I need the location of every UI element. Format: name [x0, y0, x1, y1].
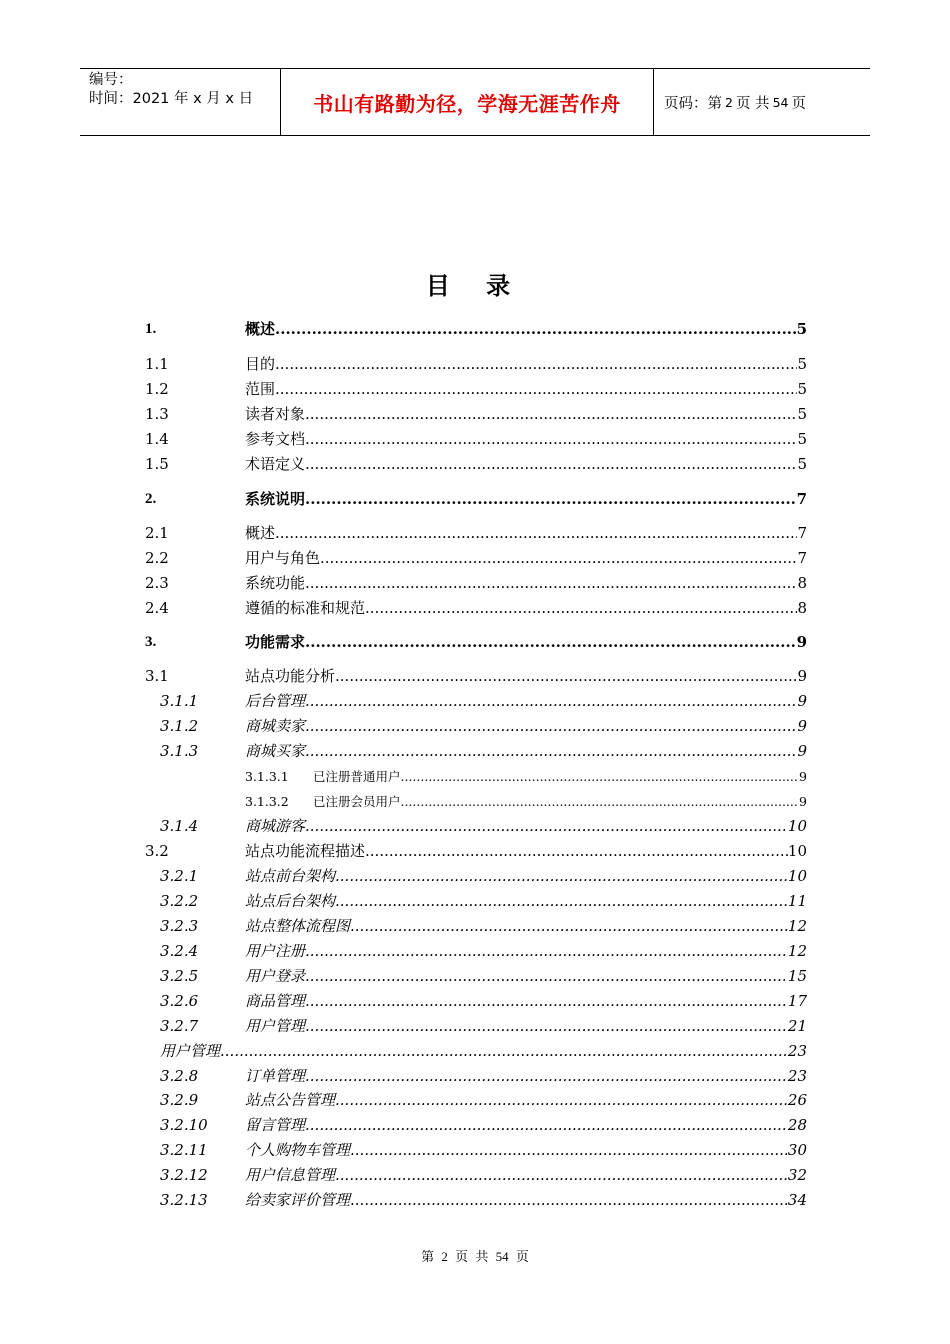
- toc-entry-line: [245, 547, 807, 569]
- header-page-info: [654, 69, 870, 135]
- toc-entry-number: 3.1.3.1: [245, 769, 289, 784]
- toc-entry[interactable]: [145, 547, 807, 569]
- toc-entry-title: 用户与角色: [245, 549, 321, 567]
- page-prefix: 页码：第: [664, 95, 722, 112]
- toc-entry-page: 23: [787, 1067, 807, 1085]
- toc-leader-dots: [350, 915, 788, 937]
- toc-entry-line: [245, 715, 807, 737]
- toc-leader-dots: [335, 890, 788, 912]
- toc-entry-page: 12: [787, 917, 807, 935]
- toc-entry-number: 3.2.8: [160, 1067, 199, 1085]
- toc-entry-number: 2.4: [145, 599, 169, 617]
- toc-entry-line: [245, 428, 807, 450]
- toc-entry-line: [245, 453, 807, 475]
- code-label: 编号：: [89, 72, 133, 88]
- toc-entry-number: 3.2.1: [160, 867, 199, 885]
- toc-entry-title: 订单管理: [245, 1067, 306, 1085]
- toc-entry-title: 读者对象: [245, 405, 306, 423]
- toc-entry-number: 3.2.7: [160, 1017, 199, 1035]
- toc-entry-title: 目的: [245, 355, 276, 373]
- toc-entry-line: [245, 1015, 807, 1037]
- toc-entry[interactable]: [145, 1015, 807, 1037]
- toc-entry-page: 9: [799, 794, 807, 809]
- toc-entry[interactable]: [145, 791, 807, 813]
- toc-entry-title: 遵循的标准和规范: [245, 599, 366, 617]
- toc-entry-title: 已注册普通用户: [313, 769, 401, 784]
- toc-entry-number: 1.: [145, 321, 157, 337]
- toc-leader-dots: [305, 965, 788, 987]
- toc-entry-number: 3.2.4: [160, 942, 199, 960]
- toc-entry-page: 10: [787, 842, 807, 860]
- toc-entry-title: 个人购物车管理: [245, 1141, 351, 1159]
- toc-entry-line: [245, 965, 807, 987]
- toc-entry-title: 站点整体流程图: [245, 917, 351, 935]
- toc-entry-line: [160, 1040, 807, 1062]
- toc-entry-line: [245, 1065, 807, 1087]
- toc-entry-number: 3.1.1: [160, 692, 199, 710]
- toc-entry[interactable]: [145, 740, 807, 762]
- toc-entry-title: 给卖家评价管理: [245, 1191, 351, 1209]
- toc-entry-number: 1.5: [145, 455, 169, 473]
- header-motto: 书山有路勤为径，学海无涯苦作舟: [281, 69, 654, 135]
- toc-entry-page: 15: [787, 967, 807, 985]
- page-footer: [0, 1246, 950, 1265]
- time-label: 时间：2021 年 x 月 x 日: [89, 91, 254, 107]
- toc-entry[interactable]: [145, 403, 807, 425]
- toc-entry-line: [245, 378, 807, 400]
- toc-entry-page: 8: [797, 574, 807, 592]
- toc-entry-number: 2.: [145, 491, 157, 507]
- toc-entry-title: 已注册会员用户: [313, 794, 401, 809]
- toc-entry-number: 3.2.11: [160, 1141, 208, 1159]
- toc-leader-dots: [305, 1065, 788, 1087]
- page-suffix: 页: [791, 95, 806, 112]
- toc-leader-dots: [275, 378, 797, 400]
- toc-leader-dots: [305, 815, 788, 837]
- toc-entry-title: 站点前台架构: [245, 867, 336, 885]
- toc-entry[interactable]: [145, 318, 807, 340]
- toc-entry[interactable]: [145, 1065, 807, 1087]
- toc-entry-line: [245, 840, 807, 862]
- toc-entry-title: 用户信息管理: [245, 1166, 336, 1184]
- toc-entry[interactable]: [145, 378, 807, 400]
- toc-leader-dots: [305, 572, 797, 594]
- toc-entry[interactable]: [145, 965, 807, 987]
- toc-entry-line: [245, 1114, 807, 1136]
- toc-leader-dots: [365, 597, 797, 619]
- toc-entry-page: 5: [797, 455, 807, 473]
- toc-entry-number: 3.1.3.2: [245, 794, 289, 809]
- toc-leader-dots: [350, 1189, 788, 1211]
- toc-entry-line: [245, 1164, 807, 1186]
- toc-entry-page: 12: [787, 942, 807, 960]
- toc-entry-page: 17: [787, 992, 807, 1010]
- toc-entry-line: [245, 815, 807, 837]
- toc-entry-title: 系统功能: [245, 574, 306, 592]
- toc-entry-page: 7: [797, 524, 807, 542]
- toc-leader-dots: [305, 715, 797, 737]
- toc-entry-page: 10: [787, 817, 807, 835]
- toc-entry[interactable]: [145, 990, 807, 1012]
- toc-entry[interactable]: [145, 572, 807, 594]
- toc-leader-dots: [305, 453, 797, 475]
- toc-leader-dots: [305, 940, 788, 962]
- toc-entry-number: 3.2.6: [160, 992, 199, 1010]
- toc-entry-number: 3.1.2: [160, 717, 199, 735]
- page-mid: 页 共: [735, 95, 770, 112]
- toc-entry-number: 3.2.9: [160, 1091, 199, 1109]
- toc-entry-line: [245, 940, 807, 962]
- toc-entry-title: 用户管理: [245, 1017, 306, 1035]
- footer-page: 2: [441, 1249, 448, 1264]
- toc-entry-number: 3.2.10: [160, 1116, 208, 1134]
- toc-entry-title: 留言管理: [245, 1116, 306, 1134]
- toc-entry-title: 站点功能流程描述: [245, 842, 366, 860]
- toc-entry-number: 2.1: [145, 524, 169, 542]
- toc-entry-line: [245, 665, 807, 687]
- toc-entry-page: 8: [797, 599, 807, 617]
- toc-entry-line: [245, 597, 807, 619]
- toc-entry-page: 26: [787, 1091, 807, 1109]
- toc-entry-page: 34: [787, 1191, 807, 1209]
- toc-entry-number: 3.: [145, 634, 157, 650]
- toc-entry-line: [245, 865, 807, 887]
- toc-leader-dots: [305, 990, 788, 1012]
- toc-entry-line: [245, 353, 807, 375]
- toc-leader-dots: [335, 865, 788, 887]
- toc-entry-number: 1.2: [145, 380, 169, 398]
- toc-entry-page: 21: [787, 1017, 807, 1035]
- toc-leader-dots: [350, 1139, 788, 1161]
- toc-entry-line: [245, 915, 807, 937]
- toc-leader-dots: [335, 1089, 788, 1111]
- toc-leader-dots: [220, 1040, 788, 1062]
- toc-entry-number: 2.3: [145, 574, 169, 592]
- toc-entry[interactable]: [145, 815, 807, 837]
- toc-entry-page: 32: [787, 1166, 807, 1184]
- toc-entry-page: 7: [797, 549, 807, 567]
- toc-entry-page: 9: [799, 769, 807, 784]
- toc-entry-page: 9: [797, 667, 807, 685]
- toc-entry-title: 功能需求: [245, 633, 306, 651]
- footer-mid: 页 共: [455, 1249, 489, 1264]
- toc-entry-number: 3.2.2: [160, 892, 199, 910]
- toc-entry[interactable]: [145, 597, 807, 619]
- toc-entry[interactable]: [145, 453, 807, 475]
- toc-entry[interactable]: [145, 631, 807, 653]
- toc-entry-number: 2.2: [145, 549, 169, 567]
- toc-entry-number: 3.1: [145, 667, 169, 685]
- toc-entry-page: 11: [787, 892, 807, 910]
- toc-entry-page: 28: [787, 1116, 807, 1134]
- toc-entry[interactable]: [145, 1089, 807, 1111]
- toc-leader-dots: [320, 547, 797, 569]
- toc-entry-title: 站点公告管理: [245, 1091, 336, 1109]
- toc-entry[interactable]: [145, 840, 807, 862]
- header-meta: [80, 69, 281, 135]
- toc-entry-line: [245, 522, 807, 544]
- toc-entry-page: 5: [796, 320, 807, 338]
- toc-entry-title: 概述: [245, 524, 276, 542]
- toc-entry-number: 3.1.3: [160, 742, 199, 760]
- toc-entry-page: 5: [797, 430, 807, 448]
- toc-entry-title: 站点功能分析: [245, 667, 336, 685]
- toc-entry-line: [245, 318, 807, 340]
- toc-leader-dots: [401, 766, 800, 788]
- toc-entry-line: [245, 1089, 807, 1111]
- toc-entry-line: [245, 690, 807, 712]
- footer-suffix: 页: [515, 1249, 529, 1264]
- toc-entry-number: 3.2.5: [160, 967, 199, 985]
- toc-entry-page: 30: [787, 1141, 807, 1159]
- toc-leader-dots: [401, 791, 800, 813]
- toc-entry-number: 3.2.3: [160, 917, 199, 935]
- toc-entry-title: 用户注册: [245, 942, 306, 960]
- toc-entry-page: 9: [797, 717, 807, 735]
- toc-leader-dots: [305, 740, 797, 762]
- toc-entry[interactable]: [145, 353, 807, 375]
- toc-entry[interactable]: [145, 488, 807, 510]
- toc-entry-page: 9: [797, 742, 807, 760]
- toc-entry-page: 10: [787, 867, 807, 885]
- toc-entry[interactable]: [145, 940, 807, 962]
- toc-entry-title: 概述: [245, 320, 276, 338]
- toc-entry-title: 商品管理: [245, 992, 306, 1010]
- toc-entry-title: 用户登录: [245, 967, 306, 985]
- toc-entry-line: [245, 572, 807, 594]
- toc-entry[interactable]: [145, 766, 807, 788]
- toc-entry-title: 术语定义: [245, 455, 306, 473]
- toc-leader-dots: [305, 631, 797, 653]
- toc-leader-dots: [305, 488, 797, 510]
- toc-leader-dots: [365, 840, 788, 862]
- toc-entry-number: 1.4: [145, 430, 169, 448]
- toc-entry-title: 商城卖家: [245, 717, 306, 735]
- page-header: [80, 68, 870, 136]
- toc-entry-line: [245, 631, 807, 653]
- toc-entry-title: 商城买家: [245, 742, 306, 760]
- toc-entry-page: 9: [797, 692, 807, 710]
- toc-entry-number: 3.2.13: [160, 1191, 208, 1209]
- toc-entry[interactable]: [145, 890, 807, 912]
- toc-entry[interactable]: [145, 665, 807, 687]
- toc-entry[interactable]: [145, 522, 807, 544]
- toc-entry-page: 5: [797, 405, 807, 423]
- toc-entry[interactable]: [145, 865, 807, 887]
- toc-entry-title: 系统说明: [245, 490, 306, 508]
- toc-leader-dots: [305, 1015, 788, 1037]
- toc-entry-page: 9: [796, 633, 807, 651]
- toc-entry-title: 商城游客: [245, 817, 306, 835]
- toc-leader-dots: [305, 1114, 788, 1136]
- page-number: 2: [725, 94, 733, 110]
- toc-entry-number: 3.2: [145, 842, 169, 860]
- toc-entry-page: 7: [796, 490, 807, 508]
- page-total: 54: [772, 94, 789, 110]
- toc-leader-dots: [305, 403, 797, 425]
- toc-entry[interactable]: [145, 1164, 807, 1186]
- toc-leader-dots: [335, 665, 797, 687]
- toc-title: 目 录: [425, 272, 525, 300]
- toc-entry[interactable]: [145, 715, 807, 737]
- footer-total: 54: [495, 1249, 509, 1264]
- toc-entry-number: 3.1.4: [160, 817, 199, 835]
- toc-entry-page: 5: [797, 355, 807, 373]
- toc-entry-title: 站点后台架构: [245, 892, 336, 910]
- toc-entry-title: 范围: [245, 380, 276, 398]
- toc-leader-dots: [275, 318, 797, 340]
- toc-entry-line: [245, 740, 807, 762]
- toc-entry-line: [245, 403, 807, 425]
- toc-entry[interactable]: [145, 428, 807, 450]
- toc-entry[interactable]: [145, 1139, 807, 1161]
- toc-entry[interactable]: [145, 1189, 807, 1211]
- toc-entry-title: 参考文档: [245, 430, 306, 448]
- toc-entry-page: 5: [797, 380, 807, 398]
- toc-entry-line: [245, 890, 807, 912]
- toc-entry-number: 1.3: [145, 405, 169, 423]
- toc-leader-dots: [305, 690, 797, 712]
- toc-entry[interactable]: [145, 915, 807, 937]
- toc-leader-dots: [335, 1164, 788, 1186]
- toc-leader-dots: [305, 428, 797, 450]
- toc-leader-dots: [275, 522, 797, 544]
- footer-prefix: 第: [421, 1249, 435, 1264]
- toc-entry-line: [245, 990, 807, 1012]
- toc-entry-page: 23: [787, 1042, 807, 1060]
- toc-entry-number: 1.1: [145, 355, 169, 373]
- toc-leader-dots: [275, 353, 797, 375]
- toc-entry-line: [313, 791, 807, 813]
- toc-entry[interactable]: [145, 1114, 807, 1136]
- toc-entry[interactable]: [145, 690, 807, 712]
- toc-entry-line: [313, 766, 807, 788]
- toc-entry-number: 3.2.12: [160, 1166, 208, 1184]
- toc-entry-title: 用户管理: [160, 1042, 221, 1060]
- toc-entry-line: [245, 1189, 807, 1211]
- toc-entry-line: [245, 488, 807, 510]
- toc-entry-title: 后台管理: [245, 692, 306, 710]
- toc-entry[interactable]: [145, 1040, 807, 1062]
- toc-entry-line: [245, 1139, 807, 1161]
